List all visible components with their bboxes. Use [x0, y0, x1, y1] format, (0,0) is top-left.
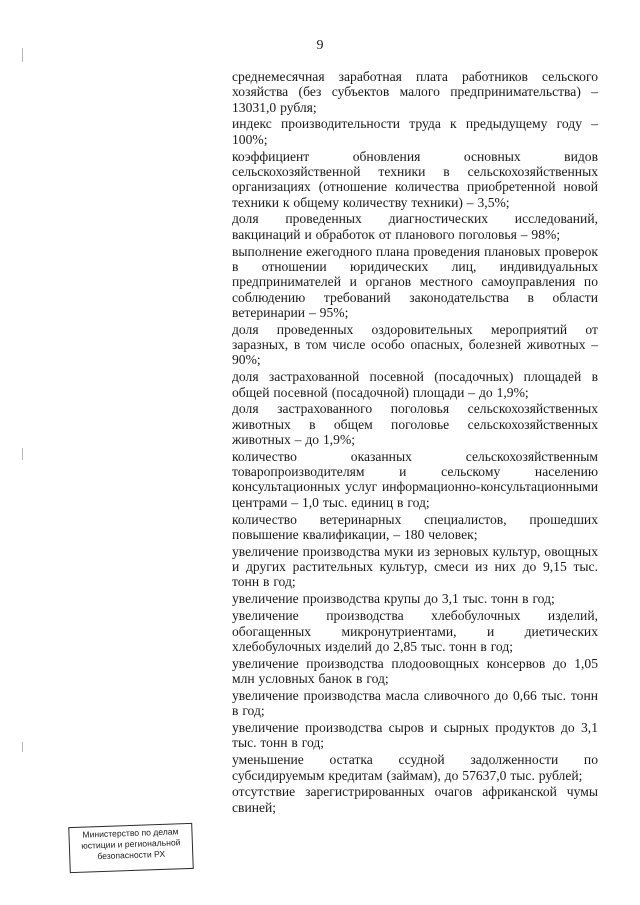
paragraph-insured-livestock: доля застрахованного поголовья сельскохозяйственных животных в общем поголовье сельскохозяйственных животных – до 1,9%; — [232, 401, 598, 447]
paragraph-health-measures: доля проведенных оздоровительных мероприятий от заразных, в том числе особо опасных, болезней животных – 90%; — [232, 321, 598, 368]
margin-mark-bottom — [22, 742, 23, 752]
ministry-stamp — [68, 823, 194, 873]
margin-mark-middle — [22, 448, 23, 460]
paragraph-machinery-renewal: коэффициент обновления основных видов сельскохозяйственной техники в сельскохозяйственных организациях (отношение количества приобретенной новой техники к общему количеству техники) – 3,5%; — [232, 148, 598, 210]
paragraph-flour-production: увеличение производства муки из зерновых культур, овощных и других растительных культур, смеси из них до 9,15 тыс. тонн в год; — [232, 543, 598, 590]
paragraph-consulting-services: количество оказанных сельскохозяйственным товаропроизводителям и сельскому населению консультационных услуг информационно-консультационными центрами – 1,0 тыс. единиц в год; — [232, 448, 598, 510]
paragraph-inspection-plan: выполнение ежегодного плана проведения плановых проверок в отношении юридических лиц, индивидуальных предпринимателей и органов местного самоуправления по соблюдению требований законодательства в области ветеринарии – 95%; — [232, 243, 598, 320]
paragraph-loan-balance: уменьшение остатка ссудной задолженности по субсидируемым кредитам (займам), до 57637,0 тыс. рублей; — [232, 752, 598, 783]
stamp-line-2: юстиции и региональной — [81, 837, 181, 851]
paragraph-swine-fever: отсутствие зарегистрированных очагов африканской чумы свиней; — [232, 784, 598, 815]
paragraph-vaccination-share: доля проведенных диагностических исследований, вакцинаций и обработок от планового поголовья – 98%; — [232, 211, 598, 242]
paragraph-vet-training: количество ветеринарных специалистов, прошедших повышение квалификации, – 180 человек; — [232, 511, 598, 542]
paragraph-avg-salary: среднемесячная заработная плата работников сельского хозяйства (без субъектов малого предпринимательства) – 13031,0 рубля; — [232, 69, 598, 115]
stamp-line-1: Министерство по делам — [82, 826, 179, 840]
paragraph-cheese-production: увеличение производства сыров и сырных продуктов до 3,1 тыс. тонн в год; — [232, 720, 598, 751]
page-number: 9 — [316, 38, 324, 53]
paragraph-productivity-index: индекс производительности труда к предыдущему году – 100%; — [232, 116, 598, 147]
paragraph-insured-area: доля застрахованной посевной (посадочных) площадей в общей посевной (посадочной) площади – до 1,9%; — [232, 369, 598, 400]
paragraph-bakery-production: увеличение производства хлебобулочных изделий, обогащенных микронутриентами, и диетических хлебобулочных изделий до 2,85 тыс. тонн в год; — [232, 608, 598, 654]
margin-mark-top — [22, 48, 23, 62]
paragraph-groats-production: увеличение производства крупы до 3,1 тыс. тонн в год; — [232, 591, 555, 607]
stamp-line-3: безопасности РХ — [97, 848, 166, 862]
paragraph-canned-goods: увеличение производства плодоовощных консервов до 1,05 млн условных банок в год; — [232, 655, 598, 686]
paragraph-butter-production: увеличение производства масла сливочного до 0,66 тыс. тонн в год; — [232, 687, 598, 719]
document-body — [232, 69, 598, 817]
